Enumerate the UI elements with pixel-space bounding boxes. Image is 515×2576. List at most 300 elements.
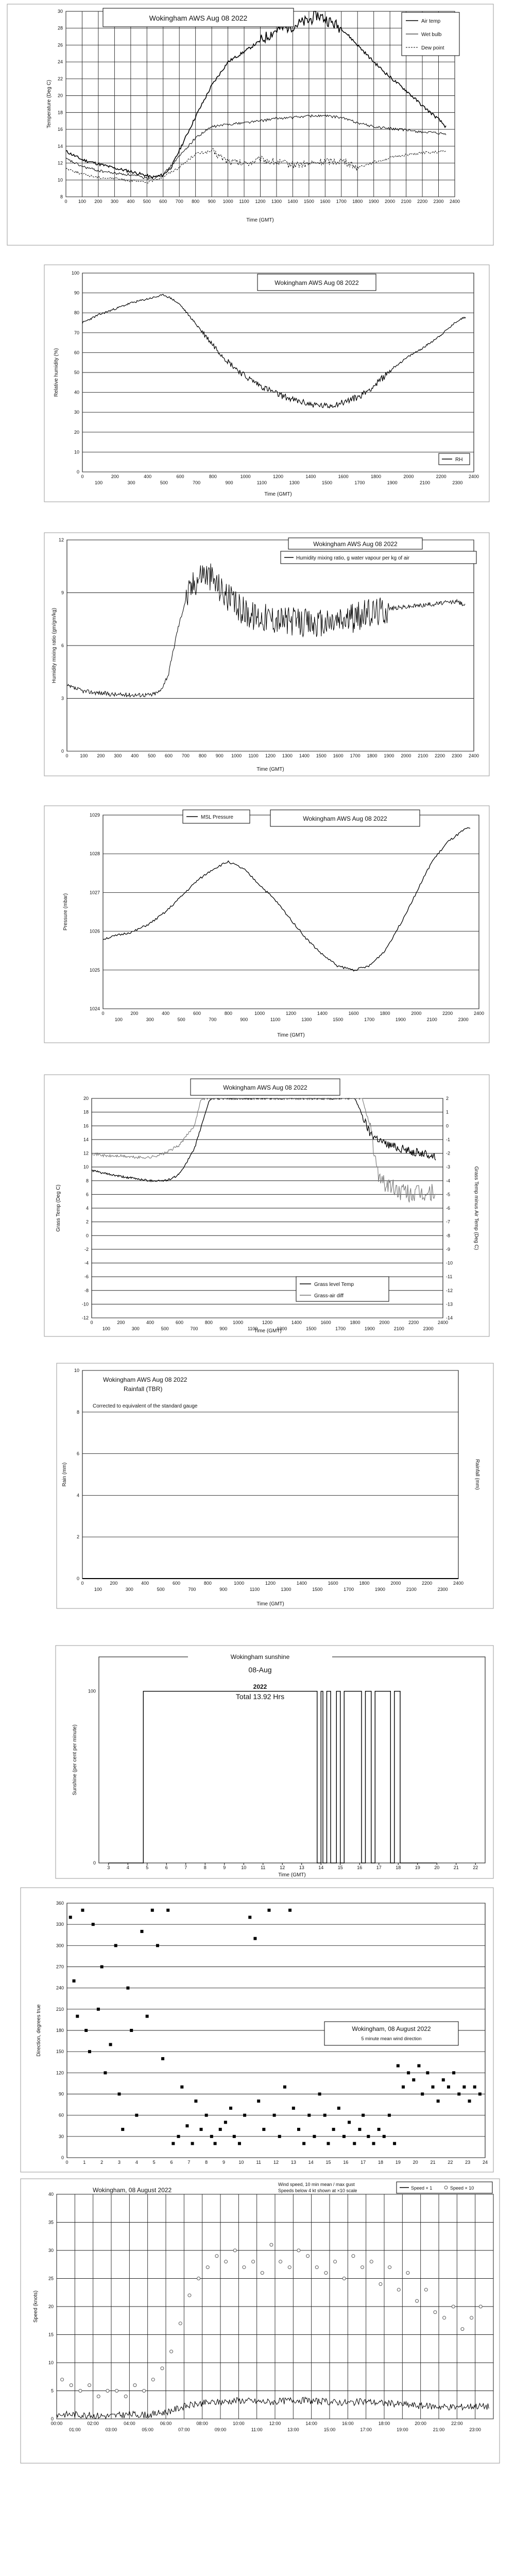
y-tick-label: -3 — [446, 1164, 451, 1170]
direction-point — [402, 2086, 405, 2089]
x-tick-label: 2000 — [379, 1320, 390, 1325]
y-tick-label: 12 — [57, 160, 63, 166]
x-tick-label: 1200 — [265, 753, 276, 758]
y-tick-label: 90 — [74, 290, 79, 296]
speed-x10-point — [225, 2260, 228, 2263]
direction-point — [337, 2107, 340, 2110]
speed-x10-point — [470, 2316, 473, 2319]
direction-point — [297, 2128, 300, 2131]
direction-point — [437, 2099, 440, 2103]
x-tick-label: 2300 — [452, 753, 462, 758]
y-tick-label: 8 — [60, 194, 63, 199]
direction-point — [353, 2142, 356, 2145]
x-tick-label: 1900 — [384, 753, 394, 758]
x-tick-label: 1300 — [277, 1326, 287, 1331]
y-tick-label: 1024 — [89, 1006, 100, 1011]
x-tick-label: 1100 — [249, 1587, 260, 1592]
chart-title: Wokingham AWS Aug 08 2022 — [223, 1084, 307, 1091]
direction-point — [267, 1909, 270, 1912]
x-tick-label: 09:00 — [214, 2427, 227, 2432]
x-tick-label: 200 — [130, 1011, 139, 1016]
speed-x10-point — [124, 2395, 127, 2398]
direction-point — [273, 2114, 276, 2117]
x-tick-label: 2400 — [449, 199, 460, 204]
chart-title: Wokingham AWS Aug 08 2022 — [149, 14, 248, 22]
x-tick-label: 2300 — [433, 199, 444, 204]
y-tick-label: -1 — [446, 1137, 451, 1142]
x-tick-label: 2300 — [458, 1017, 469, 1022]
speed-x10-point — [61, 2378, 64, 2381]
speed-x10-point — [143, 2389, 146, 2393]
x-tick-label: 2100 — [393, 1326, 404, 1331]
speed-x10-point — [161, 2367, 164, 2370]
direction-point — [161, 2057, 164, 2060]
x-tick-label: 1800 — [352, 199, 363, 204]
x-tick-label: 2300 — [437, 1587, 448, 1592]
x-tick-label: 800 — [198, 753, 207, 758]
x-tick-label: 14 — [318, 1865, 324, 1870]
y-tick-label: 0 — [446, 1123, 449, 1129]
direction-point — [166, 1909, 169, 1912]
x-tick-label: 9 — [223, 1865, 226, 1870]
x-tick-label: 700 — [181, 753, 190, 758]
speed-x10-point — [188, 2294, 191, 2297]
x-tick-label: 1900 — [387, 480, 398, 485]
x-tick-label: 7 — [184, 1865, 187, 1870]
y-tick-label: 0 — [61, 2155, 64, 2160]
x-tick-label: 1900 — [374, 1587, 385, 1592]
direction-point — [126, 1987, 129, 1990]
humidity-chart — [0, 263, 515, 505]
y-axis-label: Direction, degrees true — [36, 2004, 42, 2057]
x-tick-label: 1900 — [364, 1326, 375, 1331]
x-tick-label: 800 — [192, 199, 200, 204]
chart-subtitle: 08-Aug — [248, 1666, 272, 1674]
x-tick-label: 400 — [144, 474, 152, 479]
x-tick-label: 19 — [415, 1865, 420, 1870]
chart-title: Wokingham, 08 August 2022 — [93, 2187, 172, 2194]
x-tick-label: 1100 — [256, 480, 267, 485]
x-tick-label: 1500 — [306, 1326, 317, 1331]
direction-point — [185, 2124, 188, 2127]
x-tick-label: 600 — [193, 1011, 201, 1016]
x-tick-label: 400 — [162, 1011, 170, 1016]
direction-point — [84, 2029, 88, 2032]
y-tick-label: 2 — [76, 1534, 79, 1540]
direction-point — [473, 2086, 476, 2089]
x-tick-label: 900 — [240, 1017, 248, 1022]
y-tick-label: 16 — [57, 127, 63, 132]
x-tick-label: 200 — [110, 1581, 118, 1586]
x-tick-label: 1700 — [364, 1017, 375, 1022]
y-tick-label: 20 — [48, 2304, 54, 2309]
x-tick-label: 22:00 — [451, 2421, 463, 2426]
y-tick-label: -4 — [446, 1178, 451, 1183]
y-tick-label: -11 — [446, 1274, 453, 1280]
x-tick-label: 1600 — [348, 1011, 359, 1016]
speed-x10-point — [324, 2272, 328, 2275]
x-tick-label: 900 — [219, 1326, 228, 1331]
direction-point — [362, 2114, 365, 2117]
y-tick-label: 22 — [57, 76, 63, 81]
x-tick-label: 1000 — [222, 199, 233, 204]
y-tick-label: -12 — [81, 1315, 89, 1320]
y-tick-label: 80 — [74, 310, 79, 316]
x-tick-label: 1500 — [316, 753, 327, 758]
chart-subtitle: Rainfall (TBR) — [124, 1385, 163, 1393]
x-axis-label: Time (GMT) — [254, 1328, 282, 1334]
x-tick-label: 2300 — [452, 480, 463, 485]
x-tick-label: 1 — [83, 2160, 86, 2165]
x-tick-label: 03:00 — [105, 2427, 117, 2432]
direction-point — [397, 2064, 400, 2067]
y-tick-label: 1027 — [89, 890, 100, 895]
legend-rh: RH — [455, 457, 463, 463]
x-tick-label: 6 — [165, 1865, 168, 1870]
direction-point — [214, 2142, 217, 2145]
x-tick-label: 2000 — [401, 753, 411, 758]
speed-x10-point — [261, 2272, 264, 2275]
direction-point — [332, 2128, 335, 2131]
speed-x10-point — [461, 2328, 464, 2331]
speed-x10-point — [379, 2282, 382, 2285]
direction-point — [238, 2142, 241, 2145]
y-tick-label: 1 — [446, 1109, 449, 1115]
direction-point — [348, 2121, 351, 2124]
x-tick-label: 500 — [161, 1326, 169, 1331]
y-tick-label: -10 — [81, 1301, 89, 1307]
speed-x10-point — [79, 2389, 82, 2393]
y-tick-label: 180 — [56, 2028, 64, 2033]
x-tick-label: 2300 — [423, 1326, 434, 1331]
legend-grass-temp: Grass level Temp — [314, 1282, 354, 1287]
speed-x10-point — [406, 2272, 409, 2275]
legend — [402, 12, 459, 56]
direction-point — [118, 2093, 121, 2096]
direction-point — [372, 2142, 375, 2145]
x-tick-label: 200 — [94, 199, 102, 204]
y-tick-label: 0 — [61, 749, 64, 754]
x-tick-label: 900 — [219, 1587, 228, 1592]
speed-x10-point — [115, 2389, 118, 2393]
right-y-axis-label: Rainfall (mm) — [474, 1459, 480, 1490]
direction-point — [100, 1965, 104, 1969]
y-axis-label: Speed (knots) — [33, 2290, 39, 2323]
x-tick-label: 22 — [473, 1865, 478, 1870]
y-tick-label: 26 — [57, 42, 63, 48]
direction-point — [447, 2086, 450, 2089]
x-tick-label: 20 — [434, 1865, 440, 1870]
x-tick-label: 400 — [127, 199, 135, 204]
direction-point — [358, 2128, 361, 2131]
direction-point — [462, 2086, 466, 2089]
speed-x10-point — [306, 2255, 310, 2258]
x-tick-label: 1200 — [255, 199, 266, 204]
legend-mixing-ratio: Humidity mixing ratio, g water vapour per kg of air — [296, 555, 410, 561]
x-tick-label: 19:00 — [397, 2427, 408, 2432]
y-tick-label: -9 — [446, 1246, 451, 1252]
y-tick-label: -12 — [446, 1287, 453, 1293]
x-tick-label: 800 — [204, 1320, 213, 1325]
x-tick-label: 100 — [94, 1587, 102, 1592]
x-tick-label: 500 — [143, 199, 151, 204]
x-tick-label: 4 — [135, 2160, 138, 2165]
y-tick-label: 210 — [56, 2006, 64, 2012]
x-tick-label: 2000 — [411, 1011, 422, 1016]
y-tick-label: 20 — [57, 93, 63, 98]
chart-title: Wokingham, 08 August 2022 — [352, 2025, 431, 2032]
x-tick-label: 2200 — [442, 1011, 453, 1016]
direction-point — [302, 2142, 305, 2145]
direction-point — [412, 2078, 415, 2081]
x-tick-label: 900 — [225, 480, 233, 485]
x-tick-label: 1300 — [289, 480, 300, 485]
y-tick-label: 30 — [58, 2133, 64, 2139]
mixing-ratio-chart — [0, 531, 515, 778]
rainfall-chart — [0, 1360, 515, 1613]
x-tick-label: 10:00 — [233, 2421, 245, 2426]
direction-point — [135, 2114, 138, 2117]
x-tick-label: 16 — [343, 2160, 349, 2165]
legend-dew-point: Dew point — [421, 45, 444, 51]
x-tick-label: 08:00 — [196, 2421, 208, 2426]
y-tick-label: 4 — [85, 1206, 89, 1211]
x-tick-label: 600 — [159, 199, 167, 204]
direction-point — [121, 2128, 124, 2131]
speed-x10-point — [215, 2255, 218, 2258]
direction-point — [318, 2093, 321, 2096]
x-axis-label: Time (GMT) — [277, 1032, 305, 1038]
direction-point — [426, 2071, 429, 2074]
x-tick-label: 16:00 — [342, 2421, 354, 2426]
x-tick-label: 5 — [146, 1865, 149, 1870]
y-tick-label: 60 — [58, 2112, 64, 2118]
direction-point — [442, 2078, 445, 2081]
y-tick-label: 1026 — [89, 928, 100, 934]
sunshine-chart — [0, 1643, 515, 1880]
x-tick-label: 1700 — [354, 480, 365, 485]
x-tick-label: 1000 — [234, 1581, 245, 1586]
x-tick-label: 700 — [175, 199, 183, 204]
x-tick-label: 1200 — [272, 474, 284, 479]
y-tick-label: 5 — [50, 2388, 54, 2394]
x-tick-label: 1100 — [247, 1326, 258, 1331]
direction-point — [205, 2114, 208, 2117]
x-tick-label: 100 — [80, 753, 88, 758]
direction-point — [81, 1909, 84, 1912]
x-tick-label: 0 — [65, 2160, 68, 2165]
x-tick-label: 1000 — [231, 753, 242, 758]
x-tick-label: 1300 — [301, 1017, 312, 1022]
speed-x10-point — [424, 2288, 427, 2291]
y-tick-label: 70 — [74, 330, 79, 335]
x-tick-label: 1900 — [395, 1017, 406, 1022]
y-tick-label: 1029 — [89, 812, 100, 818]
x-tick-label: 2200 — [435, 753, 445, 758]
speed-x10-point — [443, 2316, 446, 2319]
x-tick-label: 1700 — [335, 1326, 346, 1331]
y-tick-label: 2 — [85, 1219, 89, 1225]
x-tick-label: 600 — [175, 1320, 184, 1325]
legend-air-temp: Air temp — [421, 19, 441, 24]
direction-point — [313, 2135, 316, 2138]
y-tick-label: 120 — [56, 2070, 64, 2076]
speed-x10-point — [206, 2266, 209, 2269]
x-tick-label: 700 — [190, 1326, 198, 1331]
y-tick-label: 10 — [74, 449, 79, 455]
y-tick-label: 0 — [76, 1576, 79, 1581]
speed-x10-point — [97, 2395, 100, 2398]
chart-total: Total 13.92 Hrs — [235, 1692, 285, 1701]
y-tick-label: 90 — [58, 2091, 64, 2097]
chart-title: Wokingham sunshine — [230, 1653, 290, 1660]
plot-area — [103, 815, 479, 1009]
x-tick-label: 0 — [81, 474, 84, 479]
x-tick-label: 01:00 — [69, 2427, 81, 2432]
x-tick-label: 2 — [100, 2160, 104, 2165]
temperature-chart — [0, 0, 515, 247]
x-tick-label: 4 — [126, 1865, 129, 1870]
x-tick-label: 1600 — [328, 1581, 338, 1586]
y-tick-label: 10 — [48, 2360, 54, 2365]
speed-x10-point — [252, 2260, 255, 2263]
direction-point — [88, 2050, 91, 2053]
x-tick-label: 1200 — [262, 1320, 273, 1325]
direction-point — [76, 2015, 79, 2018]
x-tick-label: 0 — [65, 753, 68, 758]
y-tick-label: 25 — [48, 2276, 54, 2281]
x-tick-label: 6 — [170, 2160, 173, 2165]
x-tick-label: 21 — [430, 2160, 436, 2165]
y-tick-label: 4 — [76, 1493, 79, 1498]
grass-temperature-chart — [0, 1072, 515, 1340]
x-tick-label: 1700 — [336, 199, 347, 204]
speed-x10-point — [133, 2384, 136, 2387]
x-tick-label: 2200 — [436, 474, 447, 479]
chart-subtitle: Wind speed, 10 min mean / max gust — [278, 2182, 355, 2187]
direction-point — [421, 2093, 424, 2096]
y-tick-label: 18 — [83, 1109, 89, 1115]
direction-point — [407, 2071, 410, 2074]
direction-point — [69, 1916, 72, 1919]
y-tick-label: -7 — [446, 1219, 451, 1225]
x-tick-label: 100 — [114, 1017, 123, 1022]
x-tick-label: 1500 — [312, 1587, 323, 1592]
x-tick-label: 300 — [110, 199, 118, 204]
x-tick-label: 07:00 — [178, 2427, 190, 2432]
x-tick-label: 12 — [280, 1865, 285, 1870]
x-tick-label: 18 — [396, 1865, 401, 1870]
y-tick-label: -2 — [446, 1150, 451, 1156]
y-axis-label: Pressure (mbar) — [63, 893, 68, 931]
chart-year: 2022 — [253, 1683, 267, 1690]
chart-title: Wokingham AWS Aug 08 2022 — [303, 815, 387, 822]
x-tick-label: 500 — [160, 480, 168, 485]
y-tick-label: 24 — [57, 59, 63, 65]
direction-point — [377, 2128, 381, 2131]
x-tick-label: 1200 — [265, 1581, 276, 1586]
chart-title: Wokingham AWS Aug 08 2022 — [103, 1376, 187, 1383]
direction-point — [104, 2071, 107, 2074]
y-tick-label: 30 — [57, 9, 63, 14]
wind-direction-chart — [0, 1886, 515, 2174]
x-tick-label: 400 — [141, 1581, 149, 1586]
x-tick-label: 12:00 — [269, 2421, 281, 2426]
y-tick-label: 10 — [57, 177, 63, 183]
legend-speed-x1: Speed × 1 — [411, 2185, 433, 2191]
x-tick-label: 2100 — [419, 480, 431, 485]
x-tick-label: 2200 — [408, 1320, 419, 1325]
direction-point — [191, 2142, 194, 2145]
y-tick-label: -6 — [84, 1274, 89, 1280]
x-tick-label: 300 — [146, 1017, 154, 1022]
legend — [439, 453, 470, 465]
y-tick-label: 14 — [57, 143, 63, 149]
y-tick-label: -2 — [84, 1246, 89, 1252]
x-tick-label: 1800 — [359, 1581, 370, 1586]
x-tick-label: 06:00 — [160, 2421, 172, 2426]
x-tick-label: 2200 — [417, 199, 428, 204]
direction-point — [262, 2128, 265, 2131]
x-tick-label: 300 — [127, 480, 135, 485]
direction-point — [73, 1979, 76, 1982]
x-tick-label: 800 — [209, 474, 217, 479]
x-tick-label: 2000 — [390, 1581, 401, 1586]
x-tick-label: 1000 — [254, 1011, 265, 1016]
speed-x10-point — [370, 2260, 373, 2263]
x-tick-label: 1800 — [370, 474, 382, 479]
chart-subtitle: 5 minute mean wind direction — [361, 2036, 422, 2041]
speed-x10-point — [315, 2266, 318, 2269]
y-tick-label: 28 — [57, 25, 63, 31]
x-tick-label: 23 — [465, 2160, 471, 2165]
direction-point — [253, 1937, 256, 1940]
direction-point — [417, 2064, 420, 2067]
y-tick-label: 60 — [74, 350, 79, 355]
x-tick-label: 100 — [78, 199, 86, 204]
x-tick-label: 1400 — [291, 1320, 302, 1325]
x-tick-label: 19 — [395, 2160, 401, 2165]
direction-point — [219, 2128, 222, 2131]
y-tick-label: 35 — [48, 2219, 54, 2225]
x-tick-label: 1600 — [320, 199, 331, 204]
direction-point — [323, 2114, 327, 2117]
direction-point — [224, 2121, 227, 2124]
y-axis-label: Rain (mm) — [62, 1462, 67, 1487]
direction-point — [151, 1909, 154, 1912]
direction-point — [156, 1944, 159, 1947]
direction-point — [146, 2015, 149, 2018]
x-tick-label: 2400 — [453, 1581, 464, 1586]
x-tick-label: 3 — [117, 2160, 121, 2165]
x-tick-label: 600 — [176, 474, 184, 479]
x-tick-label: 300 — [125, 1587, 133, 1592]
chart-title: Wokingham AWS Aug 08 2022 — [313, 540, 398, 548]
x-tick-label: 2100 — [418, 753, 428, 758]
direction-point — [283, 2086, 286, 2089]
speed-x10-point — [270, 2243, 273, 2246]
y-tick-label: 8 — [76, 1409, 79, 1415]
direction-point — [307, 2114, 311, 2117]
x-tick-label: 1800 — [367, 753, 377, 758]
x-tick-label: 2400 — [473, 1011, 485, 1016]
y-tick-label: 1028 — [89, 851, 100, 857]
speed-x10-point — [88, 2384, 91, 2387]
x-tick-label: 20:00 — [415, 2421, 426, 2426]
x-tick-label: 1800 — [350, 1320, 360, 1325]
speed-x10-point — [233, 2249, 236, 2252]
x-tick-label: 11 — [261, 1865, 266, 1870]
